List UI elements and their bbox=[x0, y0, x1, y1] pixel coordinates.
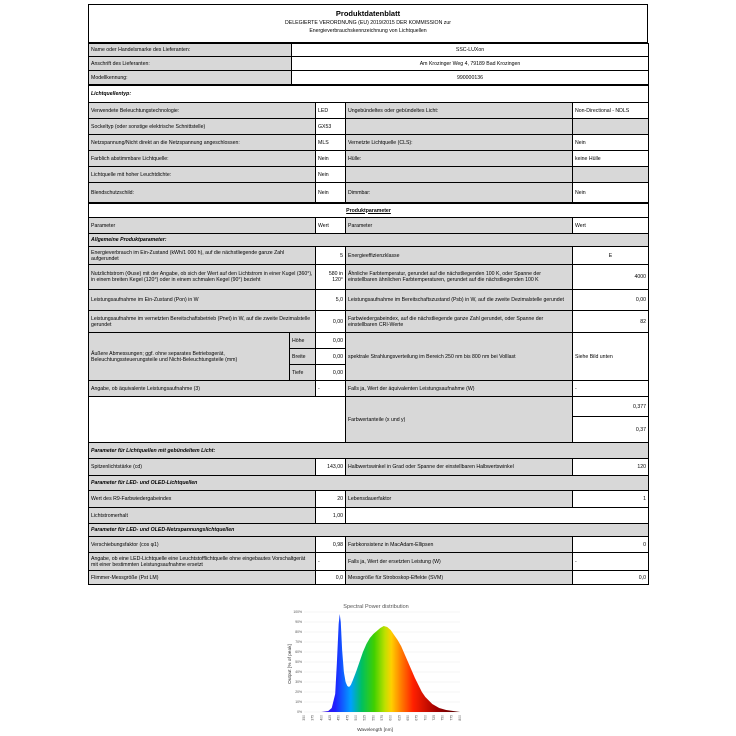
r9-value: 20 bbox=[316, 491, 346, 508]
x-tick-label: 525 bbox=[362, 715, 367, 721]
spectral-distribution-label: spektrale Strahlungsverteilung im Bereich 250 nm bis 800 nm bei Volllast bbox=[346, 333, 573, 381]
led-section-heading: Parameter für LED- und OLED-Lichtquellen bbox=[89, 476, 649, 491]
r9-label: Wert des R9-Farbwiedergabeindex bbox=[89, 491, 316, 508]
spectral-power-chart bbox=[284, 600, 466, 732]
col-header-value-2: Wert bbox=[573, 218, 649, 234]
supplier-address-value: Am Krozinger Weg 4, 79189 Bad Krozingen bbox=[292, 57, 649, 71]
cls-value: Nein bbox=[573, 135, 649, 151]
type-section-heading: Lichtquellentyp: bbox=[89, 86, 649, 103]
directional-label: Ungebündeltes oder gebündeltes Licht: bbox=[346, 103, 573, 119]
cls-label: Vernetzte Lichtquelle (CLS): bbox=[346, 135, 573, 151]
x-tick-label: 600 bbox=[388, 715, 393, 721]
x-tick-label: 800 bbox=[458, 715, 462, 721]
x-axis-ticks bbox=[302, 715, 462, 721]
chromaticity-label: Farbwertanteile (x und y) bbox=[346, 397, 573, 443]
y-tick-label: 30% bbox=[295, 680, 302, 685]
on-mode-power-label: Leistungsaufnahme im Ein-Zustand (Pon) in W bbox=[89, 290, 316, 311]
x-tick-label: 475 bbox=[345, 715, 350, 721]
networked-standby-value: 0,00 bbox=[316, 311, 346, 333]
macadam-value: 0 bbox=[573, 537, 649, 553]
model-label: Modellkennung: bbox=[89, 71, 292, 85]
regulation-line: DELEGIERTE VERORDNUNG (EU) 2019/2015 DER KOMMISSION zur bbox=[285, 20, 451, 26]
equivalent-power-w-value: - bbox=[573, 381, 649, 397]
peak-intensity-value: 143,00 bbox=[316, 459, 346, 476]
supplier-name-label: Name oder Handelsmarke des Lieferanten: bbox=[89, 44, 292, 57]
spectral-distribution-value: Siehe Bild unten bbox=[573, 333, 649, 381]
efficiency-class-value: E bbox=[573, 247, 649, 265]
y-tick-label: 0% bbox=[297, 710, 302, 715]
col-header-parameter: Parameter bbox=[89, 218, 316, 234]
mains-value: MLS bbox=[316, 135, 346, 151]
tech-value: LED bbox=[316, 103, 346, 119]
y-axis-label: Output [% of peak] bbox=[288, 644, 293, 684]
y-tick-label: 90% bbox=[295, 620, 302, 625]
svm-label: Messgröße für Stroboskop-Effekte (SVM) bbox=[346, 571, 573, 585]
x-tick-label: 350 bbox=[302, 715, 306, 721]
x-tick-label: 425 bbox=[328, 715, 332, 721]
dimmable-value: Nein bbox=[573, 183, 649, 203]
lumen-maintenance-value: 1,00 bbox=[316, 508, 346, 524]
dimensions-label: Äußere Abmessungen; ggf. ohne separates Betriebsgerät, Beleuchtungssteuerungsteile und Nicht-Beleuchtungsteile (mm) bbox=[89, 333, 290, 381]
y-tick-label: 100% bbox=[293, 610, 302, 615]
supplier-name-value: SSC-LUXon bbox=[292, 44, 649, 57]
survival-factor-value: 1 bbox=[573, 491, 649, 508]
chart-title: Spectral Power distribution bbox=[343, 604, 409, 610]
cri-value: 82 bbox=[573, 311, 649, 333]
flicker-label: Flimmer-Messgröße (Pst LM) bbox=[89, 571, 316, 585]
colour-tunable-label: Farblich abstimmbare Lichtquelle: bbox=[89, 151, 316, 167]
depth-value: 0,00 bbox=[316, 365, 346, 381]
cri-label: Farbwiedergabeindex, auf die nächstliegende ganze Zahl gerundet, oder Spanne der einstellbaren CRI-Werte bbox=[346, 311, 573, 333]
equivalent-power-label: Angabe, ob äquivalente Leistungsaufnahme (3) bbox=[89, 381, 316, 397]
supplier-address-label: Anschrift des Lieferanten: bbox=[89, 57, 292, 71]
envelope-label: Hülle: bbox=[346, 151, 573, 167]
general-section-heading: Allgemeine Produktparameter: bbox=[89, 234, 649, 247]
x-tick-label: 575 bbox=[380, 715, 384, 721]
beam-angle-label: Halbwertswinkel in Grad oder Spanne der einstellbaren Halbwertswinkel bbox=[346, 459, 573, 476]
datasheet bbox=[88, 4, 648, 585]
flicker-value: 0,0 bbox=[316, 571, 346, 585]
directional-value: Non-Directional - NDLS bbox=[573, 103, 649, 119]
col-header-parameter-2: Parameter bbox=[346, 218, 573, 234]
depth-label: Tiefe bbox=[290, 365, 316, 381]
replacement-label: Angabe, ob eine LED-Lichtquelle eine Leuchtstofflichtquelle ohne eingebautes Vorschaltgerät mit einer bestimmten Leistungsaufnahme ersetzt bbox=[89, 553, 316, 571]
x-tick-label: 500 bbox=[354, 715, 358, 721]
beam-angle-value: 120 bbox=[573, 459, 649, 476]
cap-label: Sockeltyp (oder sonstige elektrische Schnittstelle) bbox=[89, 119, 316, 135]
y-tick-label: 80% bbox=[295, 630, 302, 635]
cap-value: GX53 bbox=[316, 119, 346, 135]
networked-standby-label: Leistungsaufnahme im vernetzten Bereitschaftsbetrieb (Pnet) in W, auf die zweite Dezimalstelle gerundet bbox=[89, 311, 316, 333]
height-value: 0,00 bbox=[316, 333, 346, 349]
chromaticity-x-value: 0,377 bbox=[573, 397, 649, 417]
tech-label: Verwendete Beleuchtungstechnologie: bbox=[89, 103, 316, 119]
lumen-maintenance-label: Lichtstromerhalt bbox=[89, 508, 316, 524]
x-tick-label: 700 bbox=[423, 715, 428, 721]
y-axis-ticks bbox=[293, 610, 302, 714]
height-label: Höhe bbox=[290, 333, 316, 349]
chromaticity-y-value: 0,37 bbox=[573, 417, 649, 443]
power-factor-label: Verschiebungsfaktor (cos φ1) bbox=[89, 537, 316, 553]
spectrum-area bbox=[314, 614, 460, 712]
x-tick-label: 450 bbox=[336, 715, 341, 721]
mains-label: Netzspannung/Nicht direkt an die Netzspannung angeschlossen: bbox=[89, 135, 316, 151]
page-title: Produktdatenblatt bbox=[335, 9, 401, 18]
dimmable-label: Dimmbar: bbox=[346, 183, 573, 203]
supplier-table bbox=[88, 43, 649, 85]
svm-value: 0,0 bbox=[573, 571, 649, 585]
standby-power-label: Leistungsaufnahme im Bereitschaftszustand (Psb) in W, auf die zweite Dezimalstelle gerundet bbox=[346, 290, 573, 311]
useful-flux-label: Nutzlichtstrom (Φuse) mit der Angabe, ob sich der Wert auf den Lichtstrom in einer Kugel (360°), in einem breiten Kegel (120°) oder in einem schmalen Kegel (90°) bezieht bbox=[89, 265, 316, 290]
x-tick-label: 775 bbox=[449, 715, 454, 721]
y-tick-label: 70% bbox=[295, 640, 302, 645]
y-tick-label: 20% bbox=[295, 690, 302, 695]
col-header-value: Wert bbox=[316, 218, 346, 234]
replacement-w-value: - bbox=[573, 553, 649, 571]
replacement-w-label: Falls ja, Wert der ersetzten Leistung (W) bbox=[346, 553, 573, 571]
glare-shield-label: Blendschutzschild: bbox=[89, 183, 316, 203]
envelope-value: keine Hülle bbox=[573, 151, 649, 167]
macadam-label: Farbkonsistenz in MacAdam-Ellipsen bbox=[346, 537, 573, 553]
light-source-type-table bbox=[88, 85, 649, 203]
x-tick-label: 375 bbox=[310, 715, 315, 721]
standby-power-value: 0,00 bbox=[573, 290, 649, 311]
x-axis-label: Wavelength [nm] bbox=[357, 728, 393, 732]
width-value: 0,00 bbox=[316, 349, 346, 365]
high-luminance-value: Nein bbox=[316, 167, 346, 183]
y-tick-label: 60% bbox=[295, 650, 302, 655]
y-tick-label: 50% bbox=[295, 660, 302, 665]
mains-section-heading: Parameter für LED- und OLED-Netzspannungslichtquellen bbox=[89, 524, 649, 537]
colour-tunable-value: Nein bbox=[316, 151, 346, 167]
on-mode-power-value: 5,0 bbox=[316, 290, 346, 311]
energy-consumption-label: Energieverbrauch im Ein-Zustand (kWh/1 000 h), auf die nächstliegende ganze Zahl aufgerundet bbox=[89, 247, 316, 265]
datasheet-header bbox=[88, 4, 648, 43]
directional-section-heading: Parameter für Lichtquellen mit gebündeltem Licht: bbox=[89, 443, 649, 459]
y-tick-label: 10% bbox=[295, 700, 302, 705]
equivalent-power-value: - bbox=[316, 381, 346, 397]
product-parameters-title: Produktparameter bbox=[89, 204, 649, 218]
x-tick-label: 650 bbox=[406, 715, 410, 721]
energy-consumption-value: 5 bbox=[316, 247, 346, 265]
power-factor-value: 0,98 bbox=[316, 537, 346, 553]
cct-label: Ähnliche Farbtemperatur, gerundet auf die nächstliegenden 100 K, oder Spanne der einstellbaren ähnlichen Farbtemperaturen, gerundet auf die nächstliegenden 100 K bbox=[346, 265, 573, 290]
glare-shield-value: Nein bbox=[316, 183, 346, 203]
y-tick-label: 40% bbox=[295, 670, 302, 675]
model-value: 990000136 bbox=[292, 71, 649, 85]
width-label: Breite bbox=[290, 349, 316, 365]
x-tick-label: 625 bbox=[397, 715, 402, 721]
x-tick-label: 400 bbox=[319, 715, 324, 721]
equivalent-power-w-label: Falls ja, Wert der äquivalenten Leistungsaufnahme (W) bbox=[346, 381, 573, 397]
regulation-subline: Energieverbrauchskennzeichnung von Lichtquellen bbox=[309, 28, 427, 34]
product-parameters-table bbox=[88, 203, 649, 585]
peak-intensity-label: Spitzenlichtstärke (cd) bbox=[89, 459, 316, 476]
efficiency-class-label: Energieeffizienzklasse bbox=[346, 247, 573, 265]
x-tick-label: 750 bbox=[440, 715, 445, 721]
replacement-value: - bbox=[316, 553, 346, 571]
useful-flux-value: 580 in 120° bbox=[316, 265, 346, 290]
cct-value: 4000 bbox=[573, 265, 649, 290]
survival-factor-label: Lebensdauerfaktor bbox=[346, 491, 573, 508]
high-luminance-label: Lichtquelle mit hoher Leuchtdichte: bbox=[89, 167, 316, 183]
x-tick-label: 675 bbox=[414, 715, 419, 721]
x-tick-label: 550 bbox=[371, 715, 376, 721]
x-tick-label: 725 bbox=[432, 715, 436, 721]
